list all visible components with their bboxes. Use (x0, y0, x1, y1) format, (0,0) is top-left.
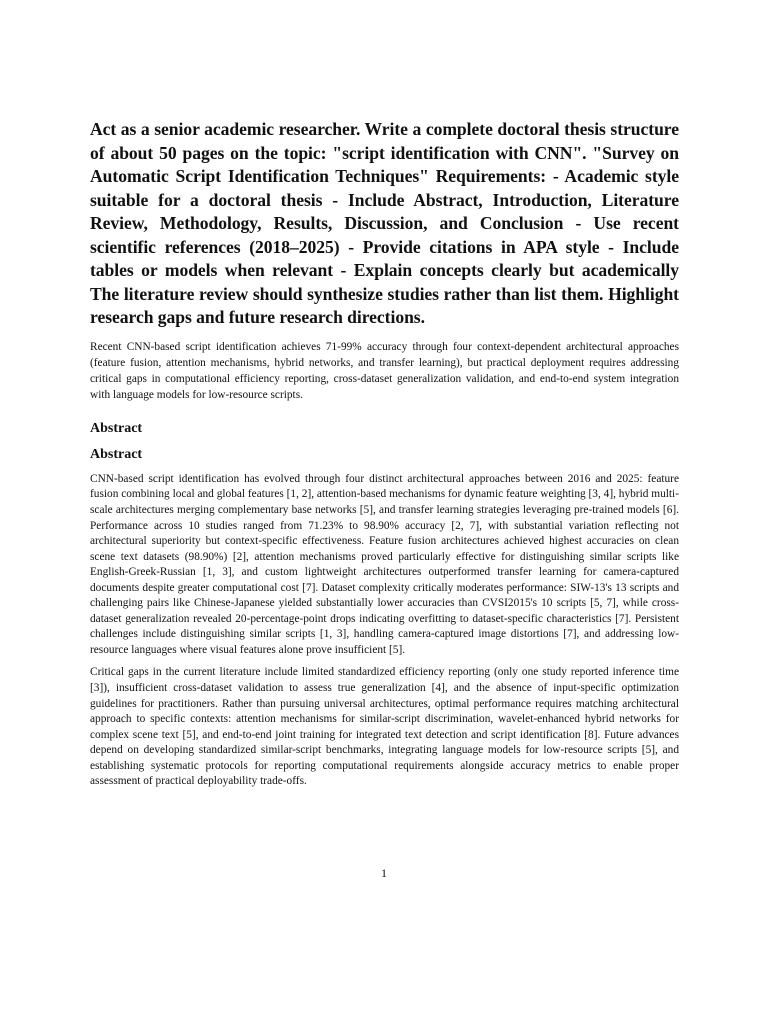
document-title: Act as a senior academic researcher. Write a complete doctoral thesis structure of about 50 pages on the topic: "script identification with CNN". "Survey on Automatic Script Identification Techniques" Requirements: - Academic style suitable for a doctoral thesis - Include Abstract, Introduction, Literature Review, Methodology, Results, Discussion, and Conclusion - Use recent scientific references (2018–2025) - Provide citations in APA style - Include tables or models when relevant - Explain concepts clearly but academically The literature review should synthesize studies rather than list them. Highlight research gaps and future research directions. (90, 119, 679, 327)
summary-paragraph: Recent CNN-based script identification achieves 71-99% accuracy through four context-dependent architectural approaches (feature fusion, attention mechanisms, hybrid networks, and transfer learning), but practical deployment requires addressing critical gaps in computational efficiency reporting, cross-dataset generalization validation, and end-to-end system integration with language models for low-resource scripts. (90, 340, 679, 401)
page-number: 1 (381, 866, 387, 880)
subsection-heading-abstract: Abstract (90, 446, 143, 462)
abstract-paragraph-1: CNN-based script identification has evolved through four distinct architectural approaches between 2016 and 2025: feature fusion combining local and global features [1, 2], attention-based mechanisms for dynamic feature weighting [3, 4], hybrid multi-scale architectures merging complementary base networks [5], and transfer learning strategies leveraging pre-trained models [6]. Performance across 10 studies ranged from 71.23% to 98.90% accuracy [2, 7], with substantial variation reflecting not architectural superiority but context-specific effectiveness. Feature fusion architectures achieved highest accuracies on clean scene text datasets (98.90%) [2], attention mechanisms proved particularly effective for distinguishing similar scripts like English-Greek-Russian [1, 3], and custom lightweight architectures outperformed transfer learning for camera-captured documents despite greater computational cost [7]. Dataset complexity critically moderates performance: SIW-13's 13 scripts and challenging pairs like Chinese-Japanese yielded substantially lower accuracies than CVSI2015's 10 scripts [5, 7], while cross-dataset generalization revealed 20-percentage-point drops indicating overfitting to dataset-specific characteristics [7]. Persistent challenges include distinguishing similar scripts [1, 3], handling camera-captured image distortions [7], and addressing low-resource languages where visual features alone prove insufficient [5]. (90, 472, 679, 656)
section-heading-abstract: Abstract (90, 420, 143, 436)
abstract-paragraph-2: Critical gaps in the current literature include limited standardized efficiency reporting (only one study reported inference time [3]), insufficient cross-dataset validation to assess true generalization [4], and the absence of input-specific optimization guidelines for practitioners. Rather than pursuing universal architectures, optimal performance requires matching architectural approach to specific contexts: attention mechanisms for similar-script discrimination, wavelet-enhanced hybrid networks for complex scene text [5], and end-to-end joint training for integrated text detection and script identification [8]. Future advances depend on developing standardized similar-script benchmarks, integrating language models for low-resource scripts [5], and establishing systematic protocols for reporting computational requirements alongside accuracy metrics to enable proper assessment of practical deployability trade-offs. (90, 666, 679, 788)
document-page (90, 118, 679, 797)
